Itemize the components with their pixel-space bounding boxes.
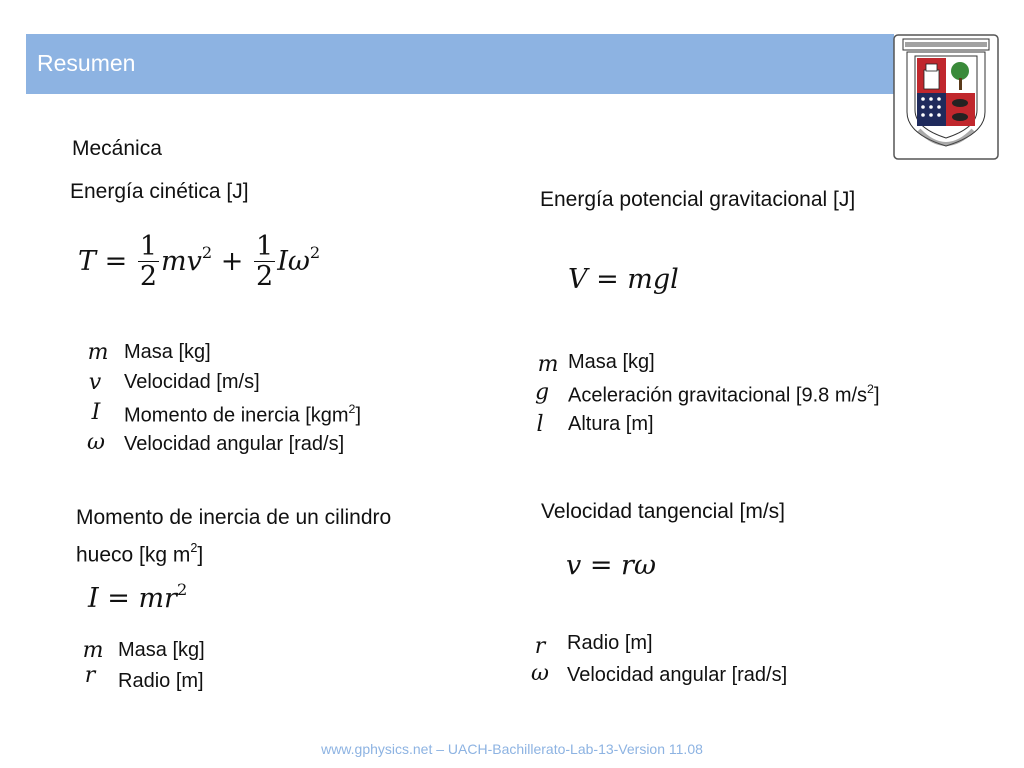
variable-description: Masa [kg]	[124, 341, 211, 363]
variable-symbol: m	[82, 638, 104, 663]
fraction-half-1: $\frac{1}{2}$	[139, 231, 158, 293]
variable-description: Radio [m]	[567, 632, 653, 654]
section-label: Mecánica	[72, 137, 162, 160]
variable-description: Altura [m]	[568, 413, 654, 435]
variable-symbol: v	[88, 370, 102, 395]
inertia-title: Momento de inercia de un cilindro hueco [kg $m^2$]	[76, 506, 392, 567]
kinetic-energy-title: Energía cinética [J]	[70, 180, 249, 203]
slide-title: Resumen	[37, 50, 136, 76]
inertia-formula: $I = mr^2$	[88, 580, 188, 615]
variable-symbol: r	[534, 634, 546, 659]
variable-symbol: I	[91, 400, 101, 425]
variable-symbol: ω	[531, 661, 549, 686]
variable-symbol: r	[84, 663, 96, 688]
variable-description: Momento de inercia [kgm$^2$]	[124, 402, 362, 427]
university-crest-logo	[893, 34, 999, 160]
variable-description: Radio [m]	[118, 670, 204, 692]
variable-symbol: ω	[87, 430, 105, 455]
tangential-velocity-title: Velocidad tangencial [m/s]	[541, 500, 785, 523]
variable-description: Velocidad angular [rad/s]	[124, 433, 345, 455]
fraction-half-2: $\frac{1}{2}$	[256, 231, 274, 293]
kinetic-energy-formula: T = $\frac{1}{2}$ $mv^2$ + $\frac{1}{2}$ $I\omega^2$	[78, 231, 321, 293]
title-bar	[26, 34, 894, 94]
variable-symbol: l	[536, 412, 544, 437]
tangential-velocity-formula: v = rω	[566, 550, 656, 581]
variable-description: Masa [kg]	[118, 639, 205, 661]
potential-energy-title: Energía potencial gravitacional [J]	[540, 188, 856, 211]
variable-symbol: m	[87, 340, 109, 365]
variable-description: Velocidad angular [rad/s]	[567, 664, 788, 686]
variable-symbol: g	[534, 380, 550, 405]
variable-description: Masa [kg]	[568, 351, 655, 373]
variable-symbol: m	[537, 352, 559, 377]
potential-energy-formula: V = mgl	[568, 264, 679, 295]
variable-description: Velocidad [m/s]	[124, 371, 260, 393]
variable-description: Aceleración gravitacional [9.8 $m/s^2$]	[568, 382, 880, 407]
footer-text: www.gphysics.net – UACH-Bachillerato-Lab-13-Version 11.08	[321, 741, 703, 757]
